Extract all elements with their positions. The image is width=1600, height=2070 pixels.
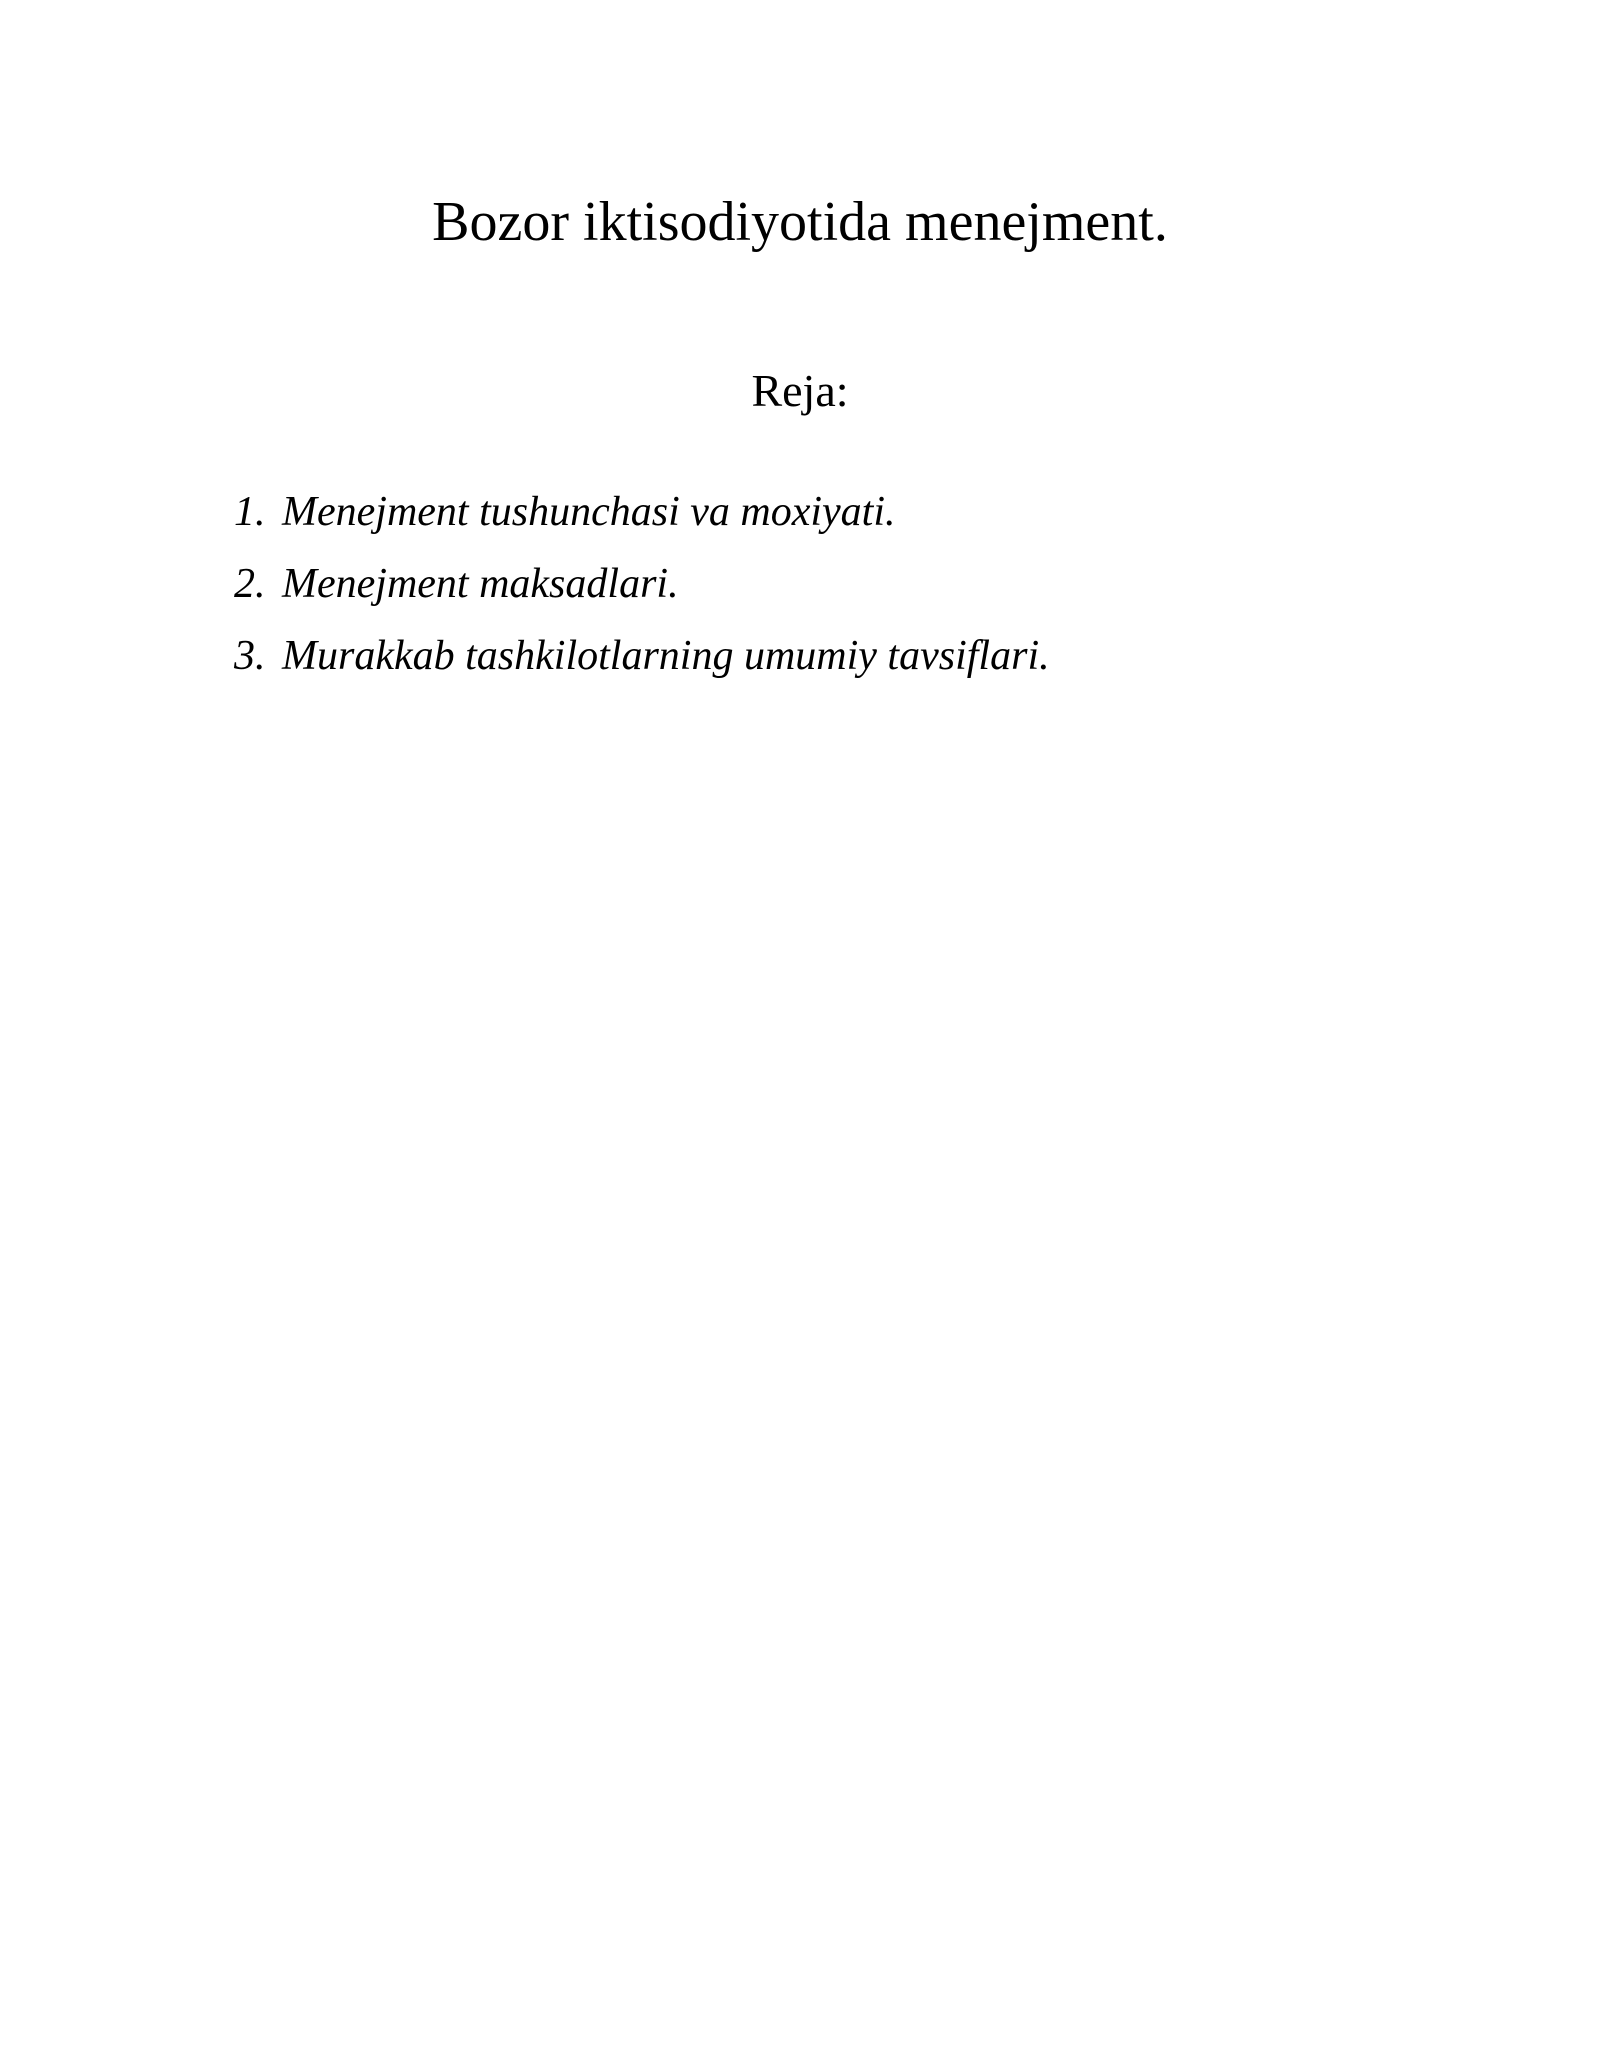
plan-item-number: 2. — [234, 561, 266, 607]
plan-item — [234, 558, 1050, 630]
plan-list — [234, 486, 1050, 702]
plan-heading: Reja: — [751, 365, 849, 416]
plan-item-text: Menejment tushunchasi va moxiyati. — [282, 489, 896, 535]
plan-item-text: Murakkab tashkilotlarning umumiy tavsiflari. — [282, 633, 1050, 679]
document-title: Bozor iktisodiyotida menejment. — [432, 191, 1168, 253]
plan-item — [234, 630, 1050, 702]
plan-item-text: Menejment maksadlari. — [282, 561, 679, 607]
plan-item-number: 1. — [234, 489, 266, 535]
plan-item — [234, 486, 1050, 558]
plan-item-number: 3. — [234, 633, 266, 679]
